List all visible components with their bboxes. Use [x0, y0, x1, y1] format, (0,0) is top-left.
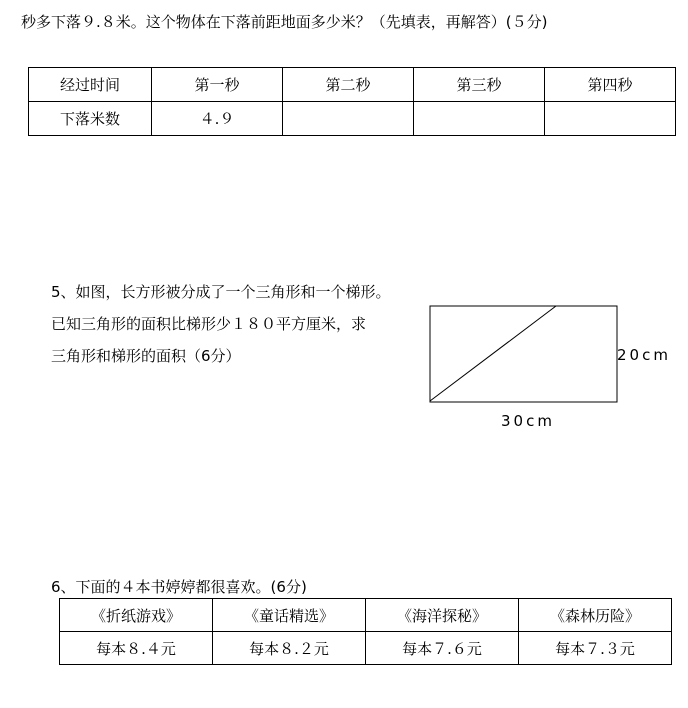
- table-header-cell: 第一秒: [152, 68, 283, 102]
- question5-line3: 三角形和梯形的面积（6分）: [51, 347, 241, 365]
- fall-distance-table: [28, 67, 676, 136]
- book-price-cell: 每本８.４元: [60, 632, 213, 665]
- question4-text: 秒多下落９.８米。这个物体在下落前距地面多少米？（先填表，再解答）(５分): [21, 13, 548, 31]
- table-row: [29, 102, 676, 136]
- book-price-table: [59, 598, 672, 665]
- question5-line1: 5、如图，长方形被分成了一个三角形和一个梯形。: [51, 283, 391, 301]
- question5-line2: 已知三角形的面积比梯形少１８０平方厘米，求: [51, 315, 367, 333]
- table-header-cell: 第三秒: [414, 68, 545, 102]
- book-title-cell: 《森林历险》: [519, 599, 672, 632]
- rectangle-width-label: 30cm: [501, 412, 555, 430]
- table-cell: ４.９: [152, 102, 283, 136]
- rectangle-outline: [430, 306, 617, 402]
- table-header-cell: 第四秒: [545, 68, 676, 102]
- table-row: [60, 632, 672, 665]
- book-price-cell: 每本７.６元: [366, 632, 519, 665]
- book-price-cell: 每本８.２元: [213, 632, 366, 665]
- table-cell: [414, 102, 545, 136]
- table-cell: [283, 102, 414, 136]
- book-price-cell: 每本７.３元: [519, 632, 672, 665]
- rectangle-height-label: 20cm: [617, 346, 671, 364]
- book-title-cell: 《折纸游戏》: [60, 599, 213, 632]
- question6-text: 6、下面的４本书婷婷都很喜欢。(6分): [51, 578, 307, 596]
- table-header-cell: 经过时间: [29, 68, 152, 102]
- table-cell: [545, 102, 676, 136]
- book-title-cell: 《海洋探秘》: [366, 599, 519, 632]
- book-title-cell: 《童话精选》: [213, 599, 366, 632]
- table-header-row: [29, 68, 676, 102]
- diagonal-divider-line: [430, 306, 556, 401]
- table-row: [60, 599, 672, 632]
- table-header-cell: 第二秒: [283, 68, 414, 102]
- table-cell: 下落米数: [29, 102, 152, 136]
